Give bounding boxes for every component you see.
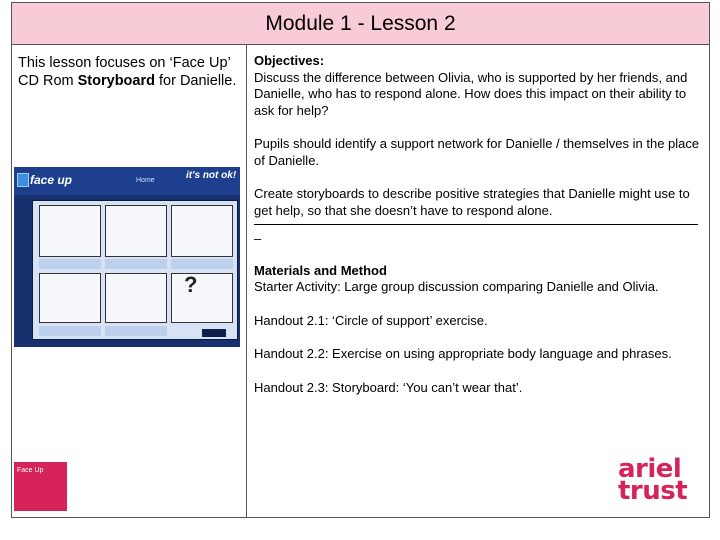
materials-section: [254, 263, 706, 397]
storyboard-sheet: [32, 200, 238, 340]
lesson-details: [254, 53, 706, 413]
panel-caption: [105, 259, 167, 269]
panel-caption: [39, 259, 101, 269]
separator-line: [254, 224, 698, 225]
thumbnail-logo-text: face up: [30, 173, 73, 187]
starter-activity: Starter Activity: Large group discussion comparing Danielle and Olivia.: [254, 279, 659, 294]
storyboard-panel: [39, 273, 101, 323]
objectives-section: [254, 53, 706, 248]
thumbnail-banner: it's not ok!: [186, 170, 237, 181]
thumbnail-next-button: [202, 329, 226, 337]
storyboard-panel: [39, 205, 101, 257]
intro-suffix: for Danielle.: [154, 73, 237, 89]
separator-dash: –: [254, 231, 262, 246]
faceup-logo-text: Face Up: [17, 467, 44, 474]
intro-text: This lesson focuses on ‘Face Up’ CD Rom: [18, 55, 231, 89]
question-mark-icon: ?: [184, 272, 198, 297]
panel-caption: [171, 259, 233, 269]
faceup-brand-logo: [14, 462, 67, 511]
panel-caption: [39, 326, 101, 336]
faceup-logo-icon: [17, 173, 29, 187]
slide-title-bar: [11, 2, 710, 45]
storyboard-panel: [105, 273, 167, 323]
handout-2-1: Handout 2.1: ‘Circle of support’ exercise.: [254, 312, 488, 328]
storyboard-panel: [171, 273, 233, 323]
column-divider: [246, 45, 247, 518]
objective-3: Create storyboards to describe positive strategies that Danielle might use to get help, so that she doesn’t have to respond alone.: [254, 186, 690, 218]
handout-2-2: Handout 2.2: Exercise on using appropriate body language and phrases.: [254, 346, 672, 361]
storyboard-panel: [105, 205, 167, 257]
storyboard-panel: [171, 205, 233, 257]
ariel-logo-line2: trust: [618, 476, 688, 506]
storyboard-thumbnail: [14, 167, 240, 347]
thumbnail-home-label: Home: [136, 177, 155, 184]
lesson-intro: [18, 54, 240, 90]
panel-caption: [105, 326, 167, 336]
intro-bold: Storyboard: [77, 73, 155, 89]
objective-1: Discuss the difference between Olivia, who is supported by her friends, and Danielle, who has to respond alone. How does this impact on their ability to ask for help?: [254, 69, 688, 118]
objectives-heading: Objectives:: [254, 53, 325, 68]
handout-2-3: Handout 2.3: Storyboard: ‘You can’t wear that’.: [254, 379, 523, 395]
slide-title: Module 1 - Lesson 2: [265, 11, 456, 35]
materials-heading: Materials and Method: [254, 262, 387, 278]
objective-2: Pupils should identify a support network for Danielle / themselves in the place of Danielle.: [254, 136, 700, 168]
ariel-trust-logo: [618, 454, 688, 506]
ariel-logo-line1: ariel: [618, 454, 682, 484]
